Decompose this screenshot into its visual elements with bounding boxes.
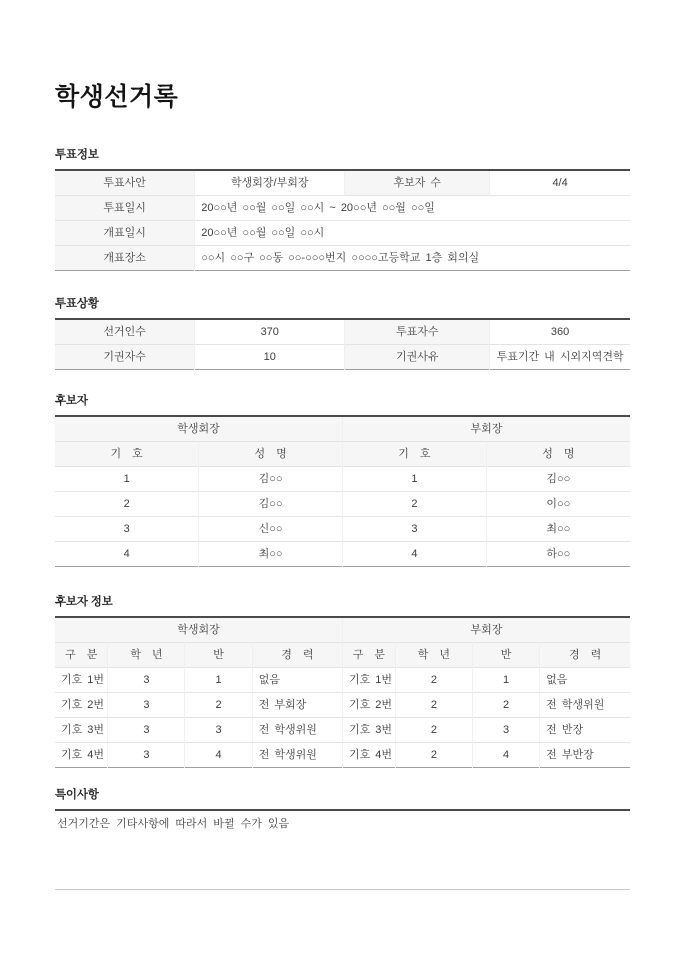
vice-category-col-header: 구 분: [342, 643, 395, 668]
pres-no: 3: [55, 517, 199, 542]
pres-no: 4: [55, 542, 199, 567]
pres-grade: 3: [108, 718, 185, 743]
pres-class: 2: [185, 693, 252, 718]
table-row: [55, 467, 630, 492]
vice-grade: 2: [395, 693, 472, 718]
pres-career: 없음: [252, 668, 342, 693]
vice-group-header: 부회장: [342, 617, 630, 643]
vice-candidate-label: 기호 4번: [342, 743, 395, 768]
table-row: [55, 246, 630, 271]
voters-label: 투표자수: [345, 319, 490, 345]
pres-grade: 3: [108, 668, 185, 693]
president-group-header: 학생회장: [55, 416, 343, 442]
section-heading-vote-info: 투표정보: [55, 149, 99, 161]
vice-candidate-label: 기호 2번: [342, 693, 395, 718]
vice-career: 전 반장: [540, 718, 630, 743]
count-place-value: ○○시 ○○구 ○○동 ○○-○○○번지 ○○○○고등학교 1층 회의실: [195, 246, 630, 271]
vice-grade: 2: [395, 668, 472, 693]
table-row: [55, 743, 630, 768]
section-vote-status: [55, 297, 630, 370]
table-row: [55, 170, 630, 196]
pres-name: 김○○: [199, 492, 343, 517]
pres-class: 4: [185, 743, 252, 768]
candidates-table: [55, 415, 630, 567]
vice-no: 3: [343, 517, 487, 542]
vice-name: 김○○: [486, 467, 630, 492]
pres-name: 김○○: [199, 467, 343, 492]
table-row: [55, 319, 630, 345]
pres-career-col-header: 경 력: [252, 643, 342, 668]
vice-career: 전 부반장: [540, 743, 630, 768]
vice-name: 하○○: [486, 542, 630, 567]
pres-career: 전 부회장: [252, 693, 342, 718]
candidate-info-table: [55, 616, 630, 768]
vote-datetime-label: 투표일시: [55, 196, 195, 221]
pres-name: 신○○: [199, 517, 343, 542]
section-notes: [55, 788, 630, 839]
vice-no-col-header: 기 호: [343, 442, 487, 467]
vice-career: 전 학생위원: [540, 693, 630, 718]
voters-value: 360: [550, 326, 570, 338]
table-row: [55, 492, 630, 517]
pres-name: 최○○: [199, 542, 343, 567]
vice-grade: 2: [395, 743, 472, 768]
pres-candidate-label: 기호 1번: [55, 668, 108, 693]
pres-candidate-label: 기호 4번: [55, 743, 108, 768]
vice-group-header: 부회장: [343, 416, 631, 442]
electorate-value: 370: [195, 319, 345, 345]
vote-datetime-value: 20○○년 ○○월 ○○일 ○○시 ~ 20○○년 ○○월 ○○일: [195, 196, 630, 221]
table-row: [55, 221, 630, 246]
count-place-label: 개표장소: [55, 246, 195, 271]
section-heading-notes: 특이사항: [55, 789, 99, 801]
vote-issue-value: 학생회장/부회장: [195, 170, 345, 196]
pres-no: 1: [55, 467, 199, 492]
vice-no: 2: [343, 492, 487, 517]
abstainers-label: 기권자수: [55, 345, 195, 370]
candidate-count-label: 후보자 수: [345, 170, 490, 196]
pres-candidate-label: 기호 3번: [55, 718, 108, 743]
vice-no: 4: [343, 542, 487, 567]
pres-class: 1: [185, 668, 252, 693]
pres-category-col-header: 구 분: [55, 643, 108, 668]
section-heading-candidates: 후보자: [55, 395, 88, 407]
pres-grade: 3: [108, 743, 185, 768]
vice-grade: 2: [395, 718, 472, 743]
table-row: [55, 693, 630, 718]
abstainers-value: 10: [195, 345, 345, 370]
vice-class: 4: [472, 743, 539, 768]
pres-class: 3: [185, 718, 252, 743]
pres-no: 2: [55, 492, 199, 517]
table-row: [55, 517, 630, 542]
page-title: 학생선거록: [55, 83, 179, 111]
vice-name-col-header: 성 명: [486, 442, 630, 467]
candidate-count-value: 4/4: [552, 177, 568, 189]
table-header-row: [55, 643, 630, 668]
section-vote-info: [55, 148, 630, 271]
pres-candidate-label: 기호 2번: [55, 693, 108, 718]
table-row: [55, 668, 630, 693]
vote-issue-label: 투표사안: [55, 170, 195, 196]
table-header-row: [55, 442, 630, 467]
section-candidate-info: [55, 595, 630, 768]
pres-no-col-header: 기 호: [55, 442, 199, 467]
notes-text: 선거기간은 기타사항에 따라서 바뀔 수가 있음: [55, 809, 630, 839]
table-header-row: [55, 416, 630, 442]
vice-career-col-header: 경 력: [540, 643, 630, 668]
vice-grade-col-header: 학 년: [395, 643, 472, 668]
electorate-label: 선거인수: [55, 319, 195, 345]
section-heading-vote-status: 투표상황: [55, 298, 99, 310]
president-group-header: 학생회장: [55, 617, 342, 643]
abstain-reason-label: 기권사유: [345, 345, 490, 370]
pres-career: 전 학생위원: [252, 718, 342, 743]
vice-career: 없음: [540, 668, 630, 693]
pres-class-col-header: 반: [185, 643, 252, 668]
table-row: [55, 542, 630, 567]
vote-info-table: [55, 169, 630, 271]
pres-name-col-header: 성 명: [199, 442, 343, 467]
pres-career: 전 학생위원: [252, 743, 342, 768]
section-heading-candidate-info: 후보자 정보: [55, 596, 113, 608]
table-row: [55, 345, 630, 370]
abstain-reason-value: 투표기간 내 시외지역견학: [490, 345, 630, 370]
pres-grade: 3: [108, 693, 185, 718]
vice-class: 3: [472, 718, 539, 743]
vice-no: 1: [343, 467, 487, 492]
count-datetime-label: 개표일시: [55, 221, 195, 246]
vote-status-table: [55, 318, 630, 370]
vice-candidate-label: 기호 1번: [342, 668, 395, 693]
table-header-row: [55, 617, 630, 643]
vice-class: 2: [472, 693, 539, 718]
vice-name: 최○○: [486, 517, 630, 542]
vice-candidate-label: 기호 3번: [342, 718, 395, 743]
section-candidates: [55, 394, 630, 567]
bottom-divider: [55, 889, 630, 890]
pres-grade-col-header: 학 년: [108, 643, 185, 668]
vice-name: 이○○: [486, 492, 630, 517]
table-row: [55, 718, 630, 743]
vice-class: 1: [472, 668, 539, 693]
count-datetime-value: 20○○년 ○○월 ○○일 ○○시: [195, 221, 630, 246]
table-row: [55, 196, 630, 221]
vice-class-col-header: 반: [472, 643, 539, 668]
